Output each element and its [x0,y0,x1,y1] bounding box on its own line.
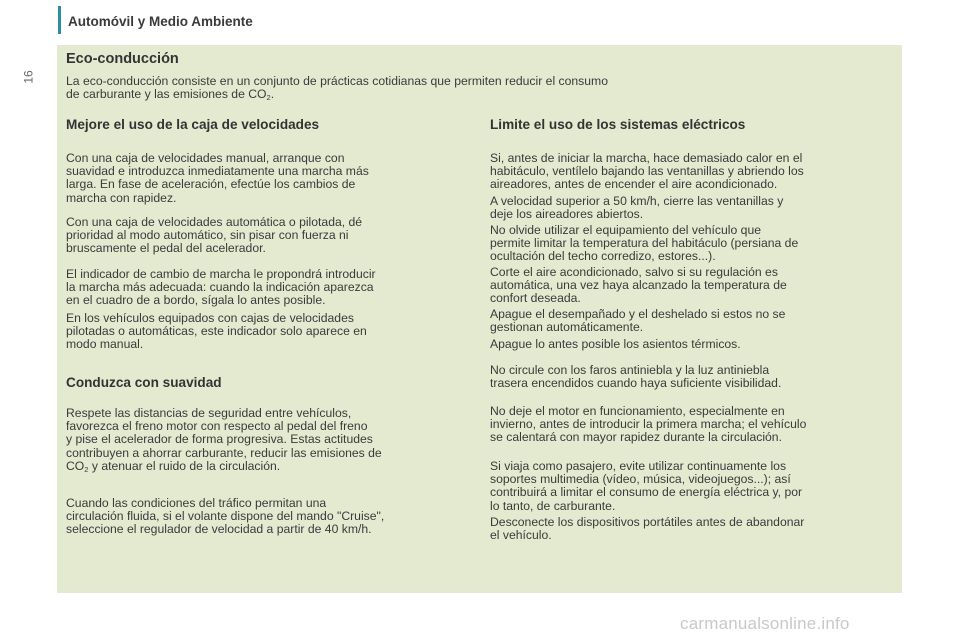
eco-driving-heading: Eco-conducción [66,51,179,67]
eco-intro-text: La eco-conducción consiste en un conjunto de prácticas cotidianas que permiten reducir el consumo de carburante y las emisiones de CO [66,74,608,102]
smooth-driving-heading: Conduzca con suavidad [66,375,222,390]
section-title: Automóvil y Medio Ambiente [68,14,253,29]
gearbox-paragraph-2: Con una caja de velocidades automática o pilotada, dé prioridad al modo automático, sin pisar con fuerza ni bruscamente el pedal del acelerador. [66,215,363,256]
eco-intro-end: . [270,87,275,102]
electrical-paragraph-4: Corte el aire acondicionado, salvo si su regulación es automática, una vez haya alcanzado la temperatura de confort deseada. [490,265,787,306]
smooth-text: Respete las distancias de seguridad entre vehículos, favorezca el freno motor con respecto al pedal del freno y pise el acelerador de forma progresiva. Estas actitudes contribuyen a ahorrar carburante, reducir las emisiones de CO [66,406,382,473]
smooth-driving-paragraph-2: Cuando las condiciones del tráfico permitan una circulación fluida, si el volante dispone del mando "Cruise", seleccione el regulador de velocidad a partir de 40 km/h. [66,496,385,537]
gearbox-paragraph-4: En los vehículos equipados con cajas de velocidades pilotadas o automáticas, este indicador solo aparece en modo manual. [66,311,367,352]
co2-subscript: 2 [84,464,89,474]
eco-driving-intro [66,75,608,101]
electrical-paragraph-7: No circule con los faros antiniebla y la luz antiniebla trasera encendidos cuando haya suficiente visibilidad. [490,363,782,391]
electrical-paragraph-2: A velocidad superior a 50 km/h, cierre las ventanillas y deje los aireadores abiertos. [490,194,784,222]
electrical-paragraph-8: No deje el motor en funcionamiento, especialmente en invierno, antes de introducir la primera marcha; el vehículo se calentará con mayor rapidez durante la circulación. [490,404,807,445]
gearbox-paragraph-1: Con una caja de velocidades manual, arranque con suavidad e introduzca inmediatamente una marcha más larga. En fase de aceleración, efectúe los cambios de marcha con rapidez. [66,151,369,205]
electrical-paragraph-5: Apague el desempañado y el deshelado si estos no se gestionan automáticamente. [490,307,786,335]
electrical-paragraph-10: Desconecte los dispositivos portátiles antes de abandonar el vehículo. [490,515,805,543]
electrical-systems-heading: Limite el uso de los sistemas eléctricos [490,117,746,132]
watermark-text: carmanualsonline.info [680,614,850,633]
electrical-paragraph-1: Si, antes de iniciar la marcha, hace demasiado calor en el habitáculo, ventílelo bajando las ventanillas y abriendo los aireadores, antes de encender el aire acondicionado. [490,151,804,192]
electrical-paragraph-3: No olvide utilizar el equipamiento del vehículo que permite limitar la temperatura del habitáculo (persiana de ocultación del techo corredizo, estores...). [490,223,799,264]
gearbox-paragraph-3: El indicador de cambio de marcha le propondrá introducir la marcha más adecuada: cuando la indicación aparezca en el cuadro de a bordo, sígala lo antes posible. [66,267,376,308]
smooth-driving-paragraph-1 [66,407,382,473]
smooth-text-end: y atenuar el ruido de la circulación. [88,458,281,473]
header-accent-bar [58,6,61,34]
electrical-paragraph-6: Apague lo antes posible los asientos térmicos. [490,337,741,351]
co2-subscript: 2 [266,93,271,103]
electrical-paragraph-9: Si viaja como pasajero, evite utilizar continuamente los soportes multimedia (vídeo, música, videojuegos...); así contribuirá a limitar el consumo de energía eléctrica y, por lo tanto, de carburante. [490,459,803,513]
gearbox-heading: Mejore el uso de la caja de velocidades [66,117,320,132]
page-number: 16 [21,70,36,84]
